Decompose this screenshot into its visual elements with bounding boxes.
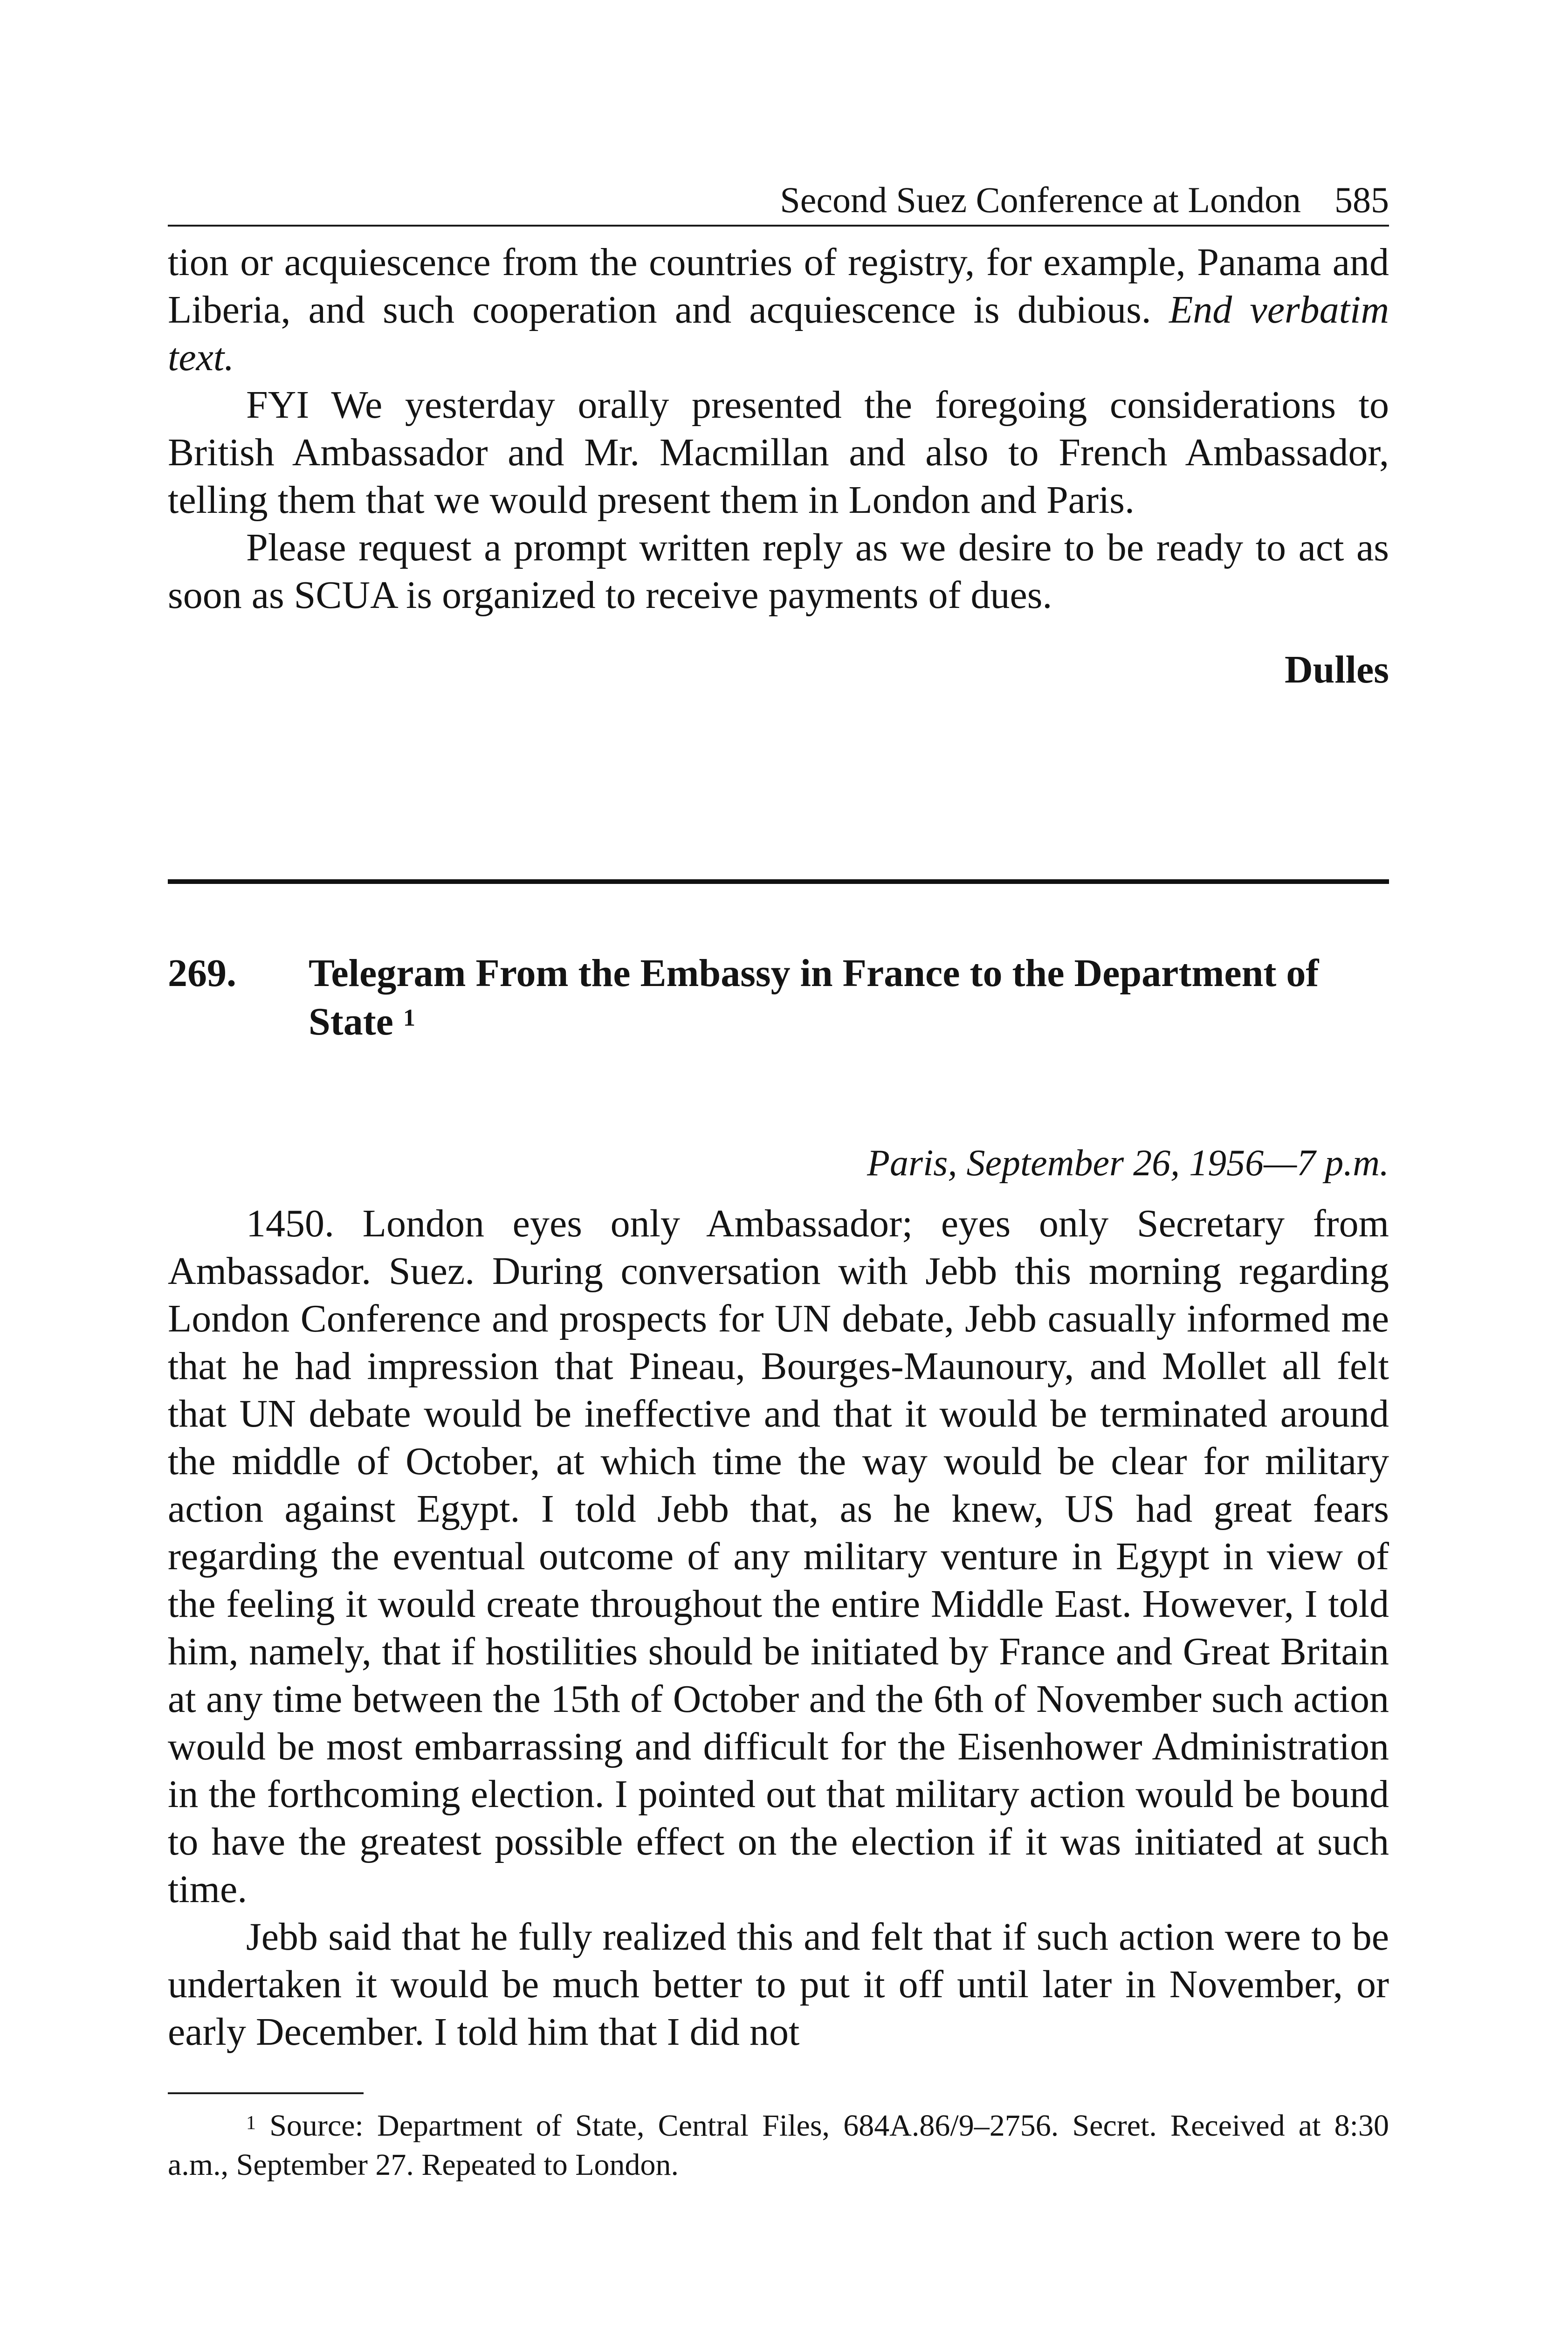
running-head-title: Second Suez Conference at London (780, 179, 1301, 220)
telegram-paragraph-2: Jebb said that he fully realized this and felt that if such action were to be undertaken it would be much better to put it off until later in November, or early December. I told him that I did not (168, 1915, 1389, 2054)
signature: Dulles (1284, 648, 1389, 691)
document-title-block (309, 949, 1389, 1046)
carryover-paragraph-1 (168, 239, 1389, 381)
document-page (168, 179, 1389, 2185)
dateline: Paris, September 26, 1956—7 p.m. (867, 1143, 1389, 1184)
footnote-marker: 1 (246, 2112, 256, 2134)
footnote-text: Source: Department of State, Central Files, 684A.86/9–2756. Secret. Received at 8:30 a.m., September 27. Repeated to London. (168, 2109, 1389, 2182)
telegram-paragraph-1: 1450. London eyes only Ambassador; eyes only Secretary from Ambassador. Suez. During conversation with Jebb this morning regarding London Conference and prospects for UN debate, Jebb casually informed me that he had impression that Pineau, Bourges-Maunoury, and Mollet all felt that UN debate would be ineffective and that it would be terminated around the middle of October, at which time the way would be clear for military action against Egypt. I told Jebb that, as he knew, US had great fears regarding the eventual outcome of any military venture in Egypt in view of the feeling it would create throughout the entire Middle East. However, I told him, namely, that if hostilities should be initiated by France and Great Britain at any time between the 15th of October and the 6th of November such action would be most embarrassing and difficult for the Eisenhower Administration in the forthcoming election. I pointed out that military action would be bound to have the greatest possible effect on the election if it was initiated at such time. (168, 1202, 1389, 1911)
page-number: 585 (1334, 179, 1389, 220)
footnote-reference[interactable]: 1 (403, 1005, 415, 1031)
carryover-text (168, 239, 1389, 619)
document-number: 269. (168, 952, 236, 995)
footnote (168, 2106, 1389, 2185)
carryover-paragraph-2: FYI We yesterday orally presented the foregoing considerations to British Ambassador and Mr. Macmillan and also to French Ambassador, telling them that we would present them in London and Paris. (168, 383, 1389, 522)
carryover-paragraph-1-text: tion or acquiescence from the countries of registry, for example, Panama and Liberia, and such cooperation and acquiescence is dubious. (168, 241, 1389, 331)
document-heading (168, 949, 1389, 1046)
running-head (168, 179, 1389, 227)
telegram-body (168, 1200, 1389, 2056)
footnote-divider (168, 2092, 364, 2094)
document-title: Telegram From the Embassy in France to the Department of State (309, 952, 1319, 1043)
end-verbatim-note: End verbatim text. (168, 288, 1389, 379)
carryover-paragraph-3: Please request a prompt written reply as we desire to be ready to act as soon as SCUA is organized to receive payments of dues. (168, 526, 1389, 617)
section-divider (168, 879, 1389, 884)
